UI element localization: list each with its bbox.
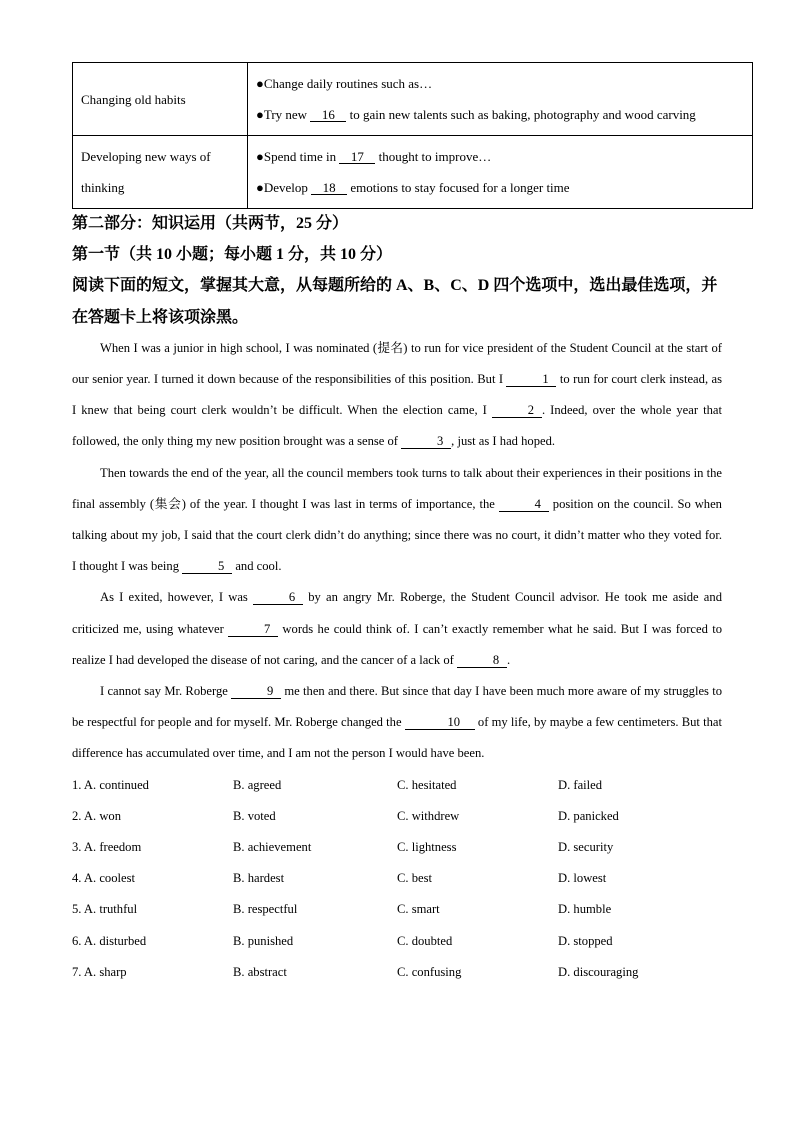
point-text: thought to improve… xyxy=(375,149,492,164)
table-row xyxy=(73,136,753,209)
answer-blank: 2 xyxy=(492,404,542,418)
question-number: 3. xyxy=(72,840,82,855)
passage-text: . xyxy=(506,652,511,667)
passage-text: position on the council. So when talking about my job, I said that the court clerk didn’t do anything; since there was no court, it didn’t matter who they voted for. I thought I was being xyxy=(72,496,722,574)
passage-text: words he could think of. I can’t exactly remember what he said. But I was forced to realize I had developed the disease of not caring, and the cancer of a lack of xyxy=(72,621,722,667)
option-b: B. agreed xyxy=(233,777,282,792)
exam-content xyxy=(72,208,722,988)
option-b: B. punished xyxy=(233,933,294,948)
instructions: 阅读下面的短文，掌握其大意，从每题所给的 A、B、C、D 四个选项中，选出最佳选项，并在答题卡上将该项涂黑。 xyxy=(72,277,718,326)
passage-paragraph xyxy=(72,582,722,676)
option-d: D. humble xyxy=(558,902,612,917)
option-d: D. lowest xyxy=(558,871,607,886)
option-text: A. continued xyxy=(83,777,149,792)
passage-paragraph xyxy=(72,333,722,458)
question-options xyxy=(72,770,722,988)
option-d: D. stopped xyxy=(558,933,613,948)
option-c: C. smart xyxy=(397,902,440,917)
passage-text: When I was a junior in high school, I was nominated (提名) to run for vice president of the Student Council at the start of our senior year. I turned it down because of the responsibilities of this position. But I xyxy=(72,340,722,387)
answer-blank: 8 xyxy=(457,654,507,668)
option-text: A. sharp xyxy=(83,964,127,979)
answer-blank: 10 xyxy=(405,716,475,730)
passage-paragraph xyxy=(72,458,722,583)
passage-text: , just as I had hoped. xyxy=(451,434,556,449)
question-number: 7. xyxy=(72,964,82,979)
option-b: B. voted xyxy=(233,808,276,823)
passage-text: Then towards the end of the year, all the council members took turns to talk about their experiences in their positions in the final assembly (集会) of the year. I thought I was last in terms of importance, the xyxy=(72,465,722,511)
option-a xyxy=(72,770,233,801)
point-text: ●Change daily routines such as… xyxy=(256,76,433,91)
bullet-point xyxy=(256,172,744,203)
section-heading: 第二部分：知识运用（共两节，25 分） xyxy=(72,215,349,232)
point-text: ●Develop xyxy=(256,180,312,195)
option-d: D. security xyxy=(558,840,614,855)
option-d: D. panicked xyxy=(558,808,619,823)
passage-text: of my life, by maybe a few centimeters. But that difference has accumulated over time, and I am not the person I would have been. xyxy=(72,715,722,761)
option-a xyxy=(72,926,233,957)
option-d: D. failed xyxy=(558,777,603,792)
question-number: 1. xyxy=(72,777,82,792)
answer-blank: 1 xyxy=(506,373,556,387)
answer-blank: 17 xyxy=(339,150,375,164)
option-b: B. abstract xyxy=(233,964,287,979)
option-a xyxy=(72,832,233,863)
option-c: C. hesitated xyxy=(397,777,457,792)
option-c: C. confusing xyxy=(397,964,462,979)
passage-text: me then and there. But since that day I have been much more aware of my struggles to be respectful for people and for myself. Mr. Roberge changed the xyxy=(72,684,722,730)
row-points xyxy=(248,63,753,136)
bullet-point xyxy=(256,68,744,99)
option-a xyxy=(72,801,233,832)
passage-text: As I exited, however, I was xyxy=(100,590,254,605)
option-text: A. freedom xyxy=(83,840,142,855)
option-text: A. won xyxy=(83,808,122,823)
option-a xyxy=(72,863,233,894)
answer-blank: 3 xyxy=(401,435,451,449)
question-number: 5. xyxy=(72,902,82,917)
option-c: C. best xyxy=(397,871,432,886)
question-number: 6. xyxy=(72,933,82,948)
bullet-point xyxy=(256,99,744,130)
passage-text: to run for court clerk instead, as I knew that being court clerk wouldn’t be difficult. When the election came, I xyxy=(72,372,722,418)
passage-text: by an angry Mr. Roberge, the Student Council advisor. He took me aside and criticized me, using whatever xyxy=(72,590,722,636)
question-number: 2. xyxy=(72,808,82,823)
option-b: B. hardest xyxy=(233,871,285,886)
passage-text: . Indeed, over the whole year that followed, the only thing my new position brought was a sense of xyxy=(72,403,722,449)
answer-blank: 9 xyxy=(231,685,281,699)
option-text: A. coolest xyxy=(83,871,135,886)
row-label: Changing old habits xyxy=(73,63,248,136)
option-c: C. doubted xyxy=(397,933,453,948)
answer-blank: 6 xyxy=(253,591,303,605)
option-c: C. lightness xyxy=(397,840,457,855)
answer-blank: 16 xyxy=(310,108,346,122)
question-number: 4. xyxy=(72,871,82,886)
option-a xyxy=(72,894,233,925)
point-text: ●Spend time in xyxy=(256,149,340,164)
option-b: B. achievement xyxy=(233,840,312,855)
point-text: ●Try new xyxy=(256,107,311,122)
answer-blank: 4 xyxy=(499,498,549,512)
passage-text: and cool. xyxy=(232,559,282,574)
passage-paragraph xyxy=(72,676,722,770)
passage-text: I cannot say Mr. Roberge xyxy=(100,684,232,699)
option-a xyxy=(72,957,233,988)
option-text: A. disturbed xyxy=(83,933,147,948)
option-d: D. discouraging xyxy=(558,964,639,979)
answer-blank: 18 xyxy=(311,181,347,195)
answer-blank: 5 xyxy=(182,560,232,574)
point-text: to gain new talents such as baking, photography and wood carving xyxy=(346,107,696,122)
option-b: B. respectful xyxy=(233,902,298,917)
outline-table xyxy=(72,62,753,209)
subsection-heading: 第一节（共 10 小题；每小题 1 分，共 10 分） xyxy=(72,246,393,264)
option-text: A. truthful xyxy=(83,902,138,917)
point-text: emotions to stay focused for a longer time xyxy=(347,180,570,195)
answer-blank: 7 xyxy=(228,623,278,637)
option-c: C. withdrew xyxy=(397,808,460,823)
row-points xyxy=(248,136,753,209)
table-row xyxy=(73,63,753,136)
row-label: Developing new ways of thinking xyxy=(73,136,248,209)
bullet-point xyxy=(256,141,744,172)
